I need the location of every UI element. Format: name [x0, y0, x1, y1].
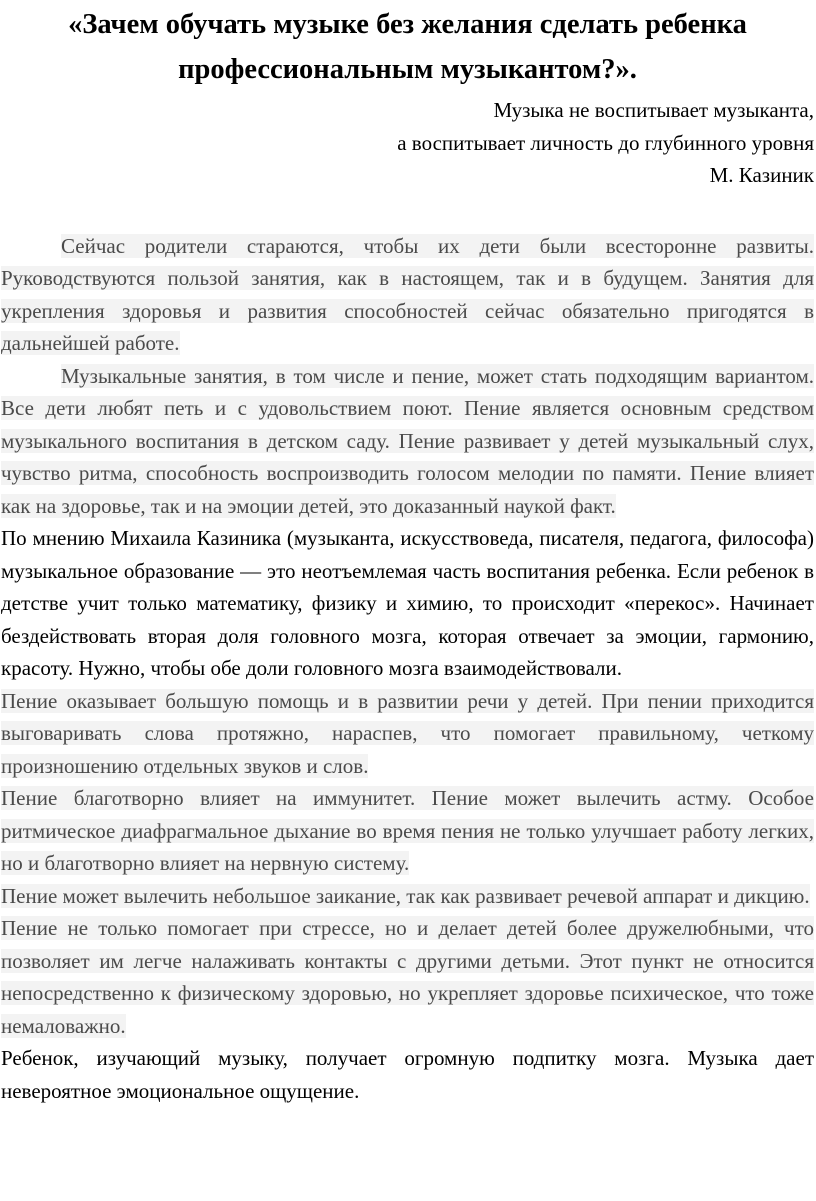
paragraph-4: Пение оказывает большую помощь и в развитии речи у детей. При пении приходится выговаривать слова протяжно, нараспев, что помогает правильному, четкому произношению отдельных звуков и слов. — [1, 688, 814, 778]
document-body — [1, 230, 814, 1108]
epigraph-line-1: Музыка не воспитывает музыканта, — [493, 98, 814, 122]
epigraph-line-2: а воспитывает личность до глубинного уровня — [397, 130, 814, 155]
paragraph-2: Музыкальные занятия, в том числе и пение, может стать подходящим вариантом. Все дети любят петь и с удовольствием поют. Пение является основным средством музыкального воспитания в детском саду. Пение развивает у детей музыкальный слух, чувство ритма, способность воспроизводить голосом мелодии по памяти. Пение влияет как на здоровье, так и на эмоции детей, это доказанный наукой факт. — [1, 363, 814, 518]
paragraph-7: Пение не только помогает при стрессе, но и делает детей более дружелюбными, что позволяет им легче налаживать контакты с другими детьми. Этот пункт не относится непосредственно к физическому здоровью, но укрепляет здоровье психическое, что тоже немаловажно. — [1, 916, 814, 1038]
paragraph-8: Ребенок, изучающий музыку, получает огромную подпитку мозга. Музыка дает невероятное эмоциональное ощущение. — [1, 1046, 814, 1103]
document-title: «Зачем обучать музыке без желания сделать ребенка профессиональным музыкантом?». — [68, 9, 747, 85]
epigraph — [1, 94, 814, 192]
epigraph-author: М. Казиник — [709, 163, 814, 187]
paragraph-6: Пение может вылечить небольшое заикание, так как развивает речевой аппарат и дикцию. — [1, 883, 810, 908]
paragraph-5: Пение благотворно влияет на иммунитет. Пение может вылечить астму. Особое ритмическое диафрагмальное дыхание во время пения не только улучшает работу легких, но и благотворно влияет на нервную систему. — [1, 786, 814, 875]
paragraph-3: По мнению Михаила Казиника (музыканта, искусствоведа, писателя, педагога, философа) музыкальное образование — это неотъемлемая часть воспитания ребенка. Если ребенок в детстве учит только математику, физику и химию, то происходит «перекос». Начинает бездействовать вторая доля головного мозга, которая отвечает за эмоции, гармонию, красоту. Нужно, чтобы обе доли головного мозга взаимодействовали. — [1, 526, 814, 680]
paragraph-1: Сейчас родители стараются, чтобы их дети были всесторонне развиты. Руководствуются пользой занятия, как в настоящем, так и в будущем. Занятия для укрепления здоровья и развития способностей сейчас обязательно пригодятся в дальнейшей работе. — [1, 233, 814, 355]
